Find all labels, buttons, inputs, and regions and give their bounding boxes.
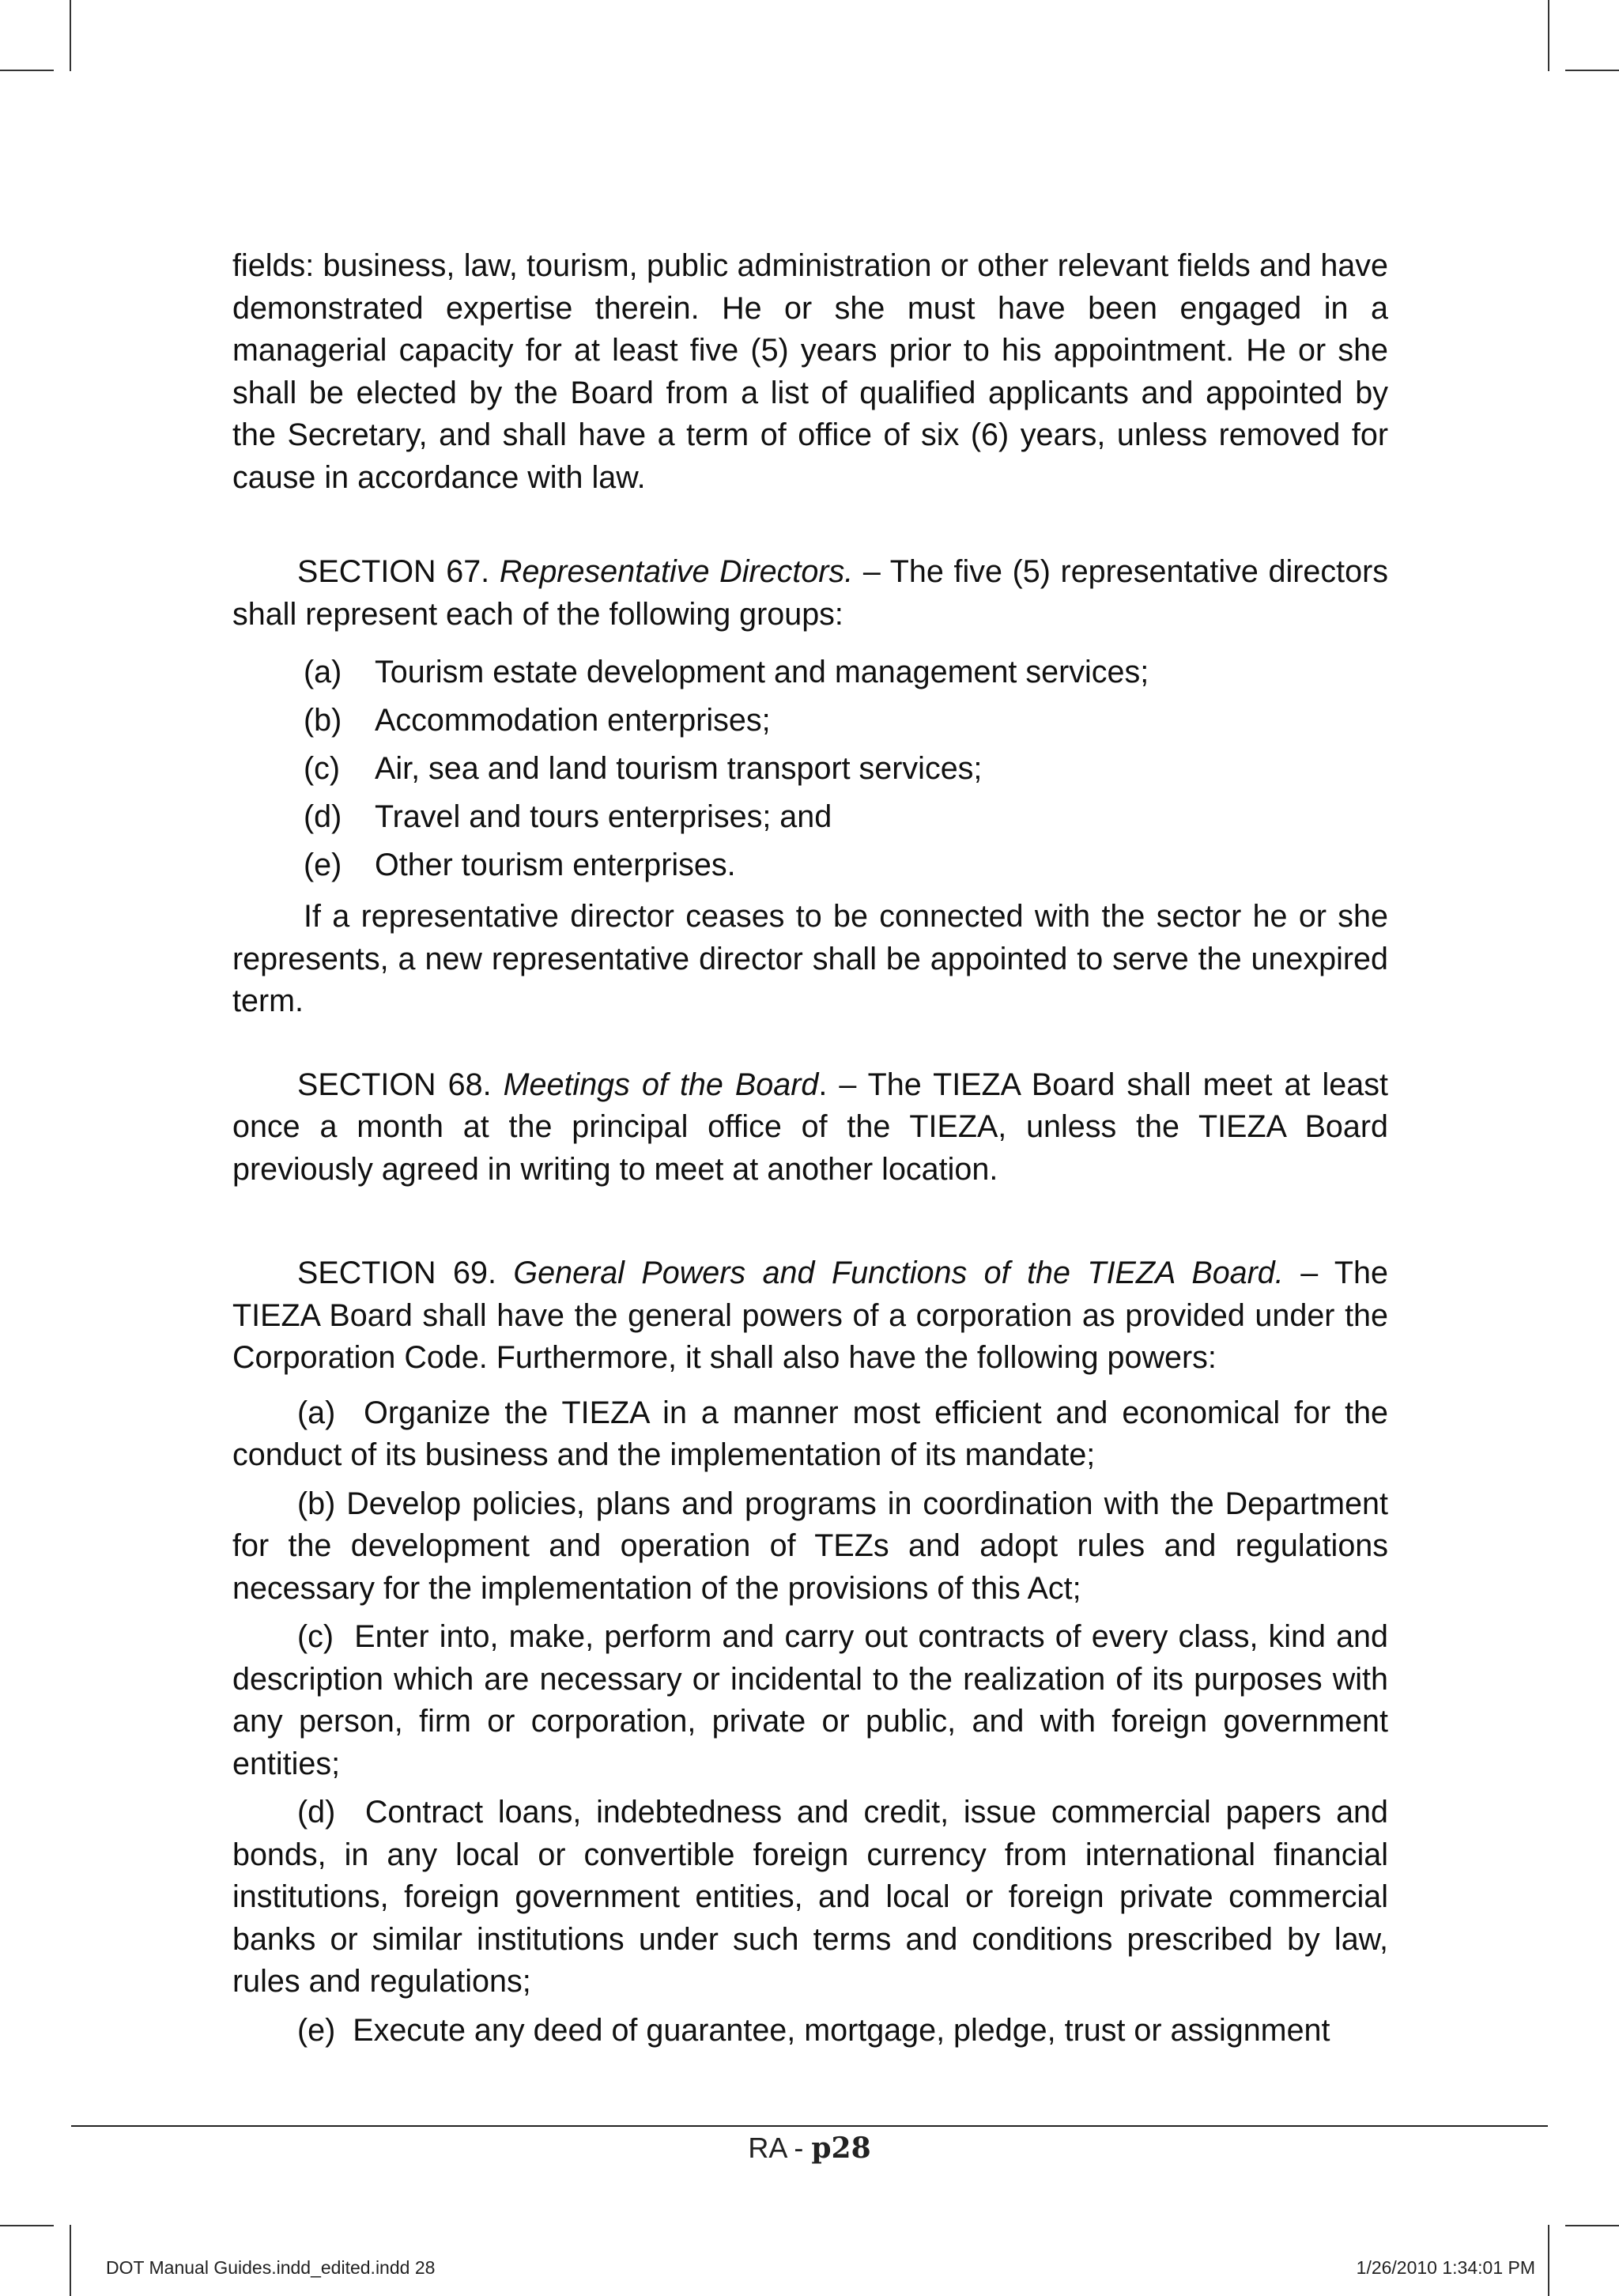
opening-paragraph: fields: business, law, tourism, public administration or other relevant fields and have demonstrated expertise therein. He or she must have been engaged in a managerial capacity for at least five (5) years prior to his appointment. He or she shall be elected by the Board from a list of qualified applicants and appointed by the Secretary, and shall have a term of office of six (6) years, unless removed for cause in accordance with law. <box>232 248 1388 495</box>
page-body <box>232 245 1388 2052</box>
list-item-text: Travel and tours enterprises; and <box>375 799 832 834</box>
power-item <box>232 1616 1388 1785</box>
list-item <box>232 745 1388 793</box>
power-item <box>232 1483 1388 1611</box>
section-title: Representative Directors. <box>499 554 854 589</box>
power-text: Develop policies, plans and programs in coordination with the Department for the development and operation of TEZs and adopt rules and regulations necessary for the implementation of the provisions of this Act; <box>232 1486 1388 1606</box>
list-marker: (b) <box>304 703 342 738</box>
power-item <box>232 1392 1388 1477</box>
section-text: – The TIEZA Board shall have the general powers of a corporation as provided under the Corporation Code. Furthermore, it shall also have the following powers: <box>232 1256 1388 1375</box>
list-marker: (c) <box>304 751 341 786</box>
section-67-closing: If a representative director ceases to be connected with the sector he or she represents, a new representative director shall be appointed to serve the unexpired term. <box>232 899 1388 1018</box>
list-item <box>232 793 1388 841</box>
crop-mark <box>0 2225 54 2226</box>
power-text: Organize the TIEZA in a manner most efficient and economical for the conduct of its business and the implementation of its mandate; <box>232 1395 1388 1472</box>
list-item <box>232 697 1388 745</box>
section-title: Meetings of the Board <box>503 1067 819 1102</box>
crop-mark <box>1565 2225 1619 2226</box>
list-item-text: Tourism estate development and management services; <box>375 655 1149 689</box>
print-slug-filename: DOT Manual Guides.indd_edited.indd 28 <box>106 2257 436 2278</box>
list-item-text: Accommodation enterprises; <box>375 703 771 738</box>
list-item-text: Other tourism enterprises. <box>375 848 736 882</box>
power-marker: (e) <box>297 2012 336 2048</box>
crop-mark <box>0 70 54 71</box>
crop-mark <box>1548 2225 1549 2296</box>
list-item-text: Air, sea and land tourism transport services; <box>375 751 983 786</box>
section-68-heading <box>232 1064 1388 1191</box>
list-marker: (d) <box>304 799 342 834</box>
power-marker: (d) <box>297 1795 336 1830</box>
section-number: SECTION 68. <box>297 1067 492 1102</box>
power-item <box>232 1792 1388 2003</box>
power-marker: (a) <box>297 1395 336 1430</box>
power-text: Execute any deed of guarantee, mortgage, pledge, trust or assignment <box>353 2012 1330 2048</box>
list-marker: (e) <box>304 848 342 882</box>
section-text: – The five (5) representative directors shall represent each of the following groups: <box>232 554 1388 632</box>
list-item <box>232 841 1388 889</box>
folio-prefix: RA - <box>748 2132 812 2164</box>
power-text: Enter into, make, perform and carry out contracts of every class, kind and description which are necessary or incidental to the realization of its purposes with any person, firm or corporation, private or public, and with foreign government entities; <box>232 1619 1388 1781</box>
crop-mark <box>1565 70 1619 71</box>
section-number: SECTION 69. <box>297 1256 496 1290</box>
crop-mark <box>70 0 71 71</box>
power-item <box>232 2010 1388 2052</box>
power-text: Contract loans, indebtedness and credit, issue commercial papers and bonds, in any local or convertible foreign currency from international financial institutions, foreign government entities, and local or foreign private commercial banks or similar institutions under such terms and conditions prescribed by law, rules and regulations; <box>232 1795 1388 1999</box>
power-marker: (b) <box>297 1486 336 1521</box>
page-number: p28 <box>811 2132 871 2165</box>
footer-divider <box>71 2125 1548 2127</box>
crop-mark <box>1548 0 1549 71</box>
section-text: . – The TIEZA Board shall meet at least once a month at the principal office of the TIEZA, unless the TIEZA Board previously agreed in writing to meet at another location. <box>232 1067 1388 1187</box>
section-title: General Powers and Functions of the TIEZA Board. <box>513 1256 1284 1290</box>
list-marker: (a) <box>304 655 342 689</box>
section-number: SECTION 67. <box>297 554 490 589</box>
section-69-heading <box>232 1252 1388 1380</box>
page-folio <box>0 2132 1619 2165</box>
crop-mark <box>70 2225 71 2296</box>
power-marker: (c) <box>297 1619 334 1654</box>
section-67-heading <box>232 551 1388 636</box>
section-67-list <box>232 648 1388 889</box>
print-slug-timestamp: 1/26/2010 1:34:01 PM <box>1356 2257 1535 2278</box>
list-item <box>232 648 1388 697</box>
